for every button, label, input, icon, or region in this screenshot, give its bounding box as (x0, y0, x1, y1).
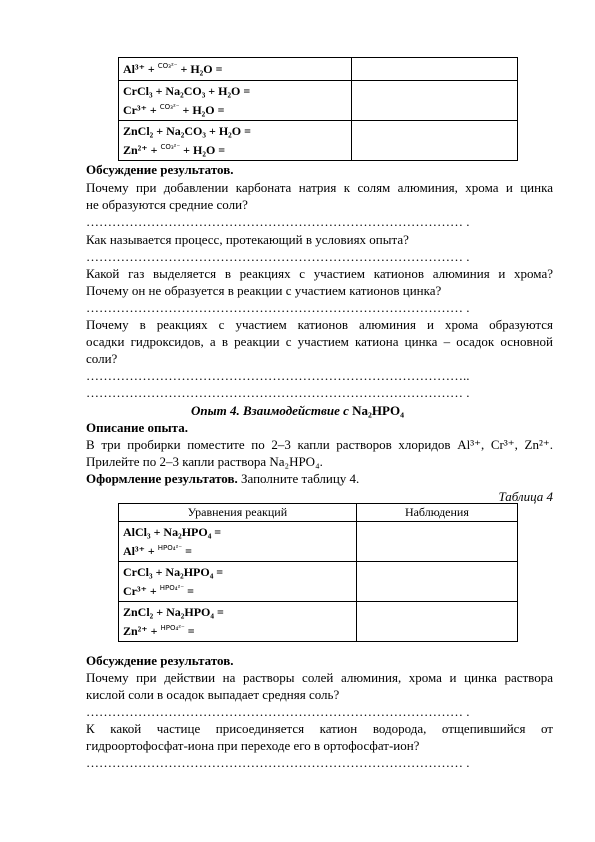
question-text: Почему в реакциях с участием катионов алюминия и хрома образуются (86, 317, 553, 332)
equation-text: Cr³⁺ + (123, 103, 160, 117)
description-text: В три пробирки поместите по 2–3 капли растворов хлоридов Al³⁺, Cr³⁺, Zn²⁺. (86, 437, 553, 452)
observation-cell[interactable] (352, 121, 518, 161)
table-row (119, 81, 518, 121)
equation-text: + H₂O = (177, 62, 223, 76)
equation-cell (119, 121, 352, 161)
equation-text: AlCl₃ + Na₂HPO₄ = (123, 525, 222, 539)
equation-line (123, 580, 352, 599)
equation-text: = (184, 584, 194, 598)
observation-cell[interactable] (352, 58, 518, 81)
column-header-equations: Уравнения реакций (119, 504, 357, 522)
equation-text: Al³⁺ + (123, 62, 158, 76)
table-row (119, 58, 518, 81)
equation-text: CrCl₃ + Na₂CO₃ + H₂O = (123, 84, 251, 98)
equation-text: Zn²⁺ + (123, 143, 161, 157)
equation-cell (119, 562, 357, 602)
equation-line (123, 139, 347, 158)
answer-line[interactable]: …………………………………………………………………………… . (86, 214, 470, 229)
observation-cell[interactable] (352, 81, 518, 121)
equation-text: CrCl₃ + Na₂HPO₄ = (123, 565, 224, 579)
answer-line[interactable]: …………………………………………………………………………… . (86, 755, 470, 770)
ion-label: CO₃²⁻ (160, 143, 181, 151)
experiment-title (0, 402, 595, 419)
question-text: Почему при добавлении карбоната натрия к солям алюминия, хрома и цинка (86, 180, 553, 195)
results-instruction (86, 470, 359, 487)
description-text: Прилейте по 2–3 капли раствора Na₂HPO₄. (86, 454, 323, 469)
question-text: Как называется процесс, протекающий в условиях опыта? (86, 232, 409, 247)
equation-line (123, 620, 352, 639)
description-heading: Описание опыта. (86, 420, 188, 435)
equation-text: + H₂O = (180, 143, 226, 157)
equation-text: + H₂O = (179, 103, 225, 117)
reaction-table-3 (118, 57, 518, 161)
ion-label: CO₃²⁻ (157, 62, 178, 70)
table-header-row (119, 504, 518, 522)
answer-line[interactable]: …………………………………………………………………………… . (86, 249, 470, 264)
discussion-heading: Обсуждение результатов. (86, 653, 234, 668)
question-text: кислой соли в осадок выпадает средняя соль? (86, 687, 340, 702)
ion-label: HPO₄²⁻ (160, 624, 185, 632)
discussion-heading: Обсуждение результатов. (86, 162, 234, 177)
answer-line[interactable]: …………………………………………………………………………… . (86, 704, 470, 719)
question-text: К какой частице присоединяется катион водорода, отщепившийся от (86, 721, 553, 736)
table-caption: Таблица 4 (498, 489, 553, 504)
answer-line[interactable]: …………………………………………………………………………….. (86, 368, 470, 383)
equation-line (123, 540, 352, 559)
equation-cell (119, 58, 352, 81)
table-row (119, 522, 518, 562)
equation-cell (119, 522, 357, 562)
table-row (119, 562, 518, 602)
question-text: Какой газ выделяется в реакциях с участием катионов алюминия и хрома? (86, 266, 553, 281)
experiment-title-text: Опыт 4. Взаимодействие с (191, 403, 353, 418)
answer-line[interactable]: …………………………………………………………………………… . (86, 300, 470, 315)
equation-text: ZnCl₂ + Na₂HPO₄ = (123, 605, 224, 619)
reaction-table-4 (118, 503, 518, 642)
question-text: гидроортофосфат-иона при переходе его в ортофосфат-ион? (86, 738, 420, 753)
ion-label: HPO₄²⁻ (159, 584, 185, 592)
answer-line[interactable]: …………………………………………………………………………… . (86, 385, 470, 400)
results-text: Заполните таблицу 4. (237, 471, 360, 486)
equation-cell (119, 602, 357, 642)
equation-text: Al³⁺ + (123, 544, 158, 558)
ion-label: HPO₄²⁻ (157, 544, 183, 552)
question-text: не образуются средние соли? (86, 197, 248, 212)
equation-cell (119, 81, 352, 121)
equation-text: Zn²⁺ + (123, 624, 161, 638)
equation-text: = (184, 624, 195, 638)
results-heading: Оформление результатов. (86, 471, 238, 486)
equation-text: Cr³⁺ + (123, 584, 160, 598)
observation-cell[interactable] (356, 522, 517, 562)
column-header-observations: Наблюдения (356, 504, 517, 522)
question-text: Почему он не образуется в реакции с участием катионов цинка? (86, 283, 442, 298)
equation-text: = (182, 544, 192, 558)
question-text: осадки гидроксидов, а в реакции с участием катиона цинка – осадок основной (86, 334, 553, 349)
experiment-title-formula: Na₂HPO₄ (352, 403, 404, 418)
question-text: Почему при действии на растворы солей алюминия, хрома и цинка раствора (86, 670, 553, 685)
observation-cell[interactable] (356, 602, 517, 642)
question-text: соли? (86, 351, 118, 366)
ion-label: CO₃²⁻ (159, 103, 180, 111)
equation-line (123, 99, 347, 118)
table-row (119, 121, 518, 161)
table-row (119, 602, 518, 642)
equation-text: ZnCl₂ + Na₂CO₃ + H₂O = (123, 124, 251, 138)
observation-cell[interactable] (356, 562, 517, 602)
